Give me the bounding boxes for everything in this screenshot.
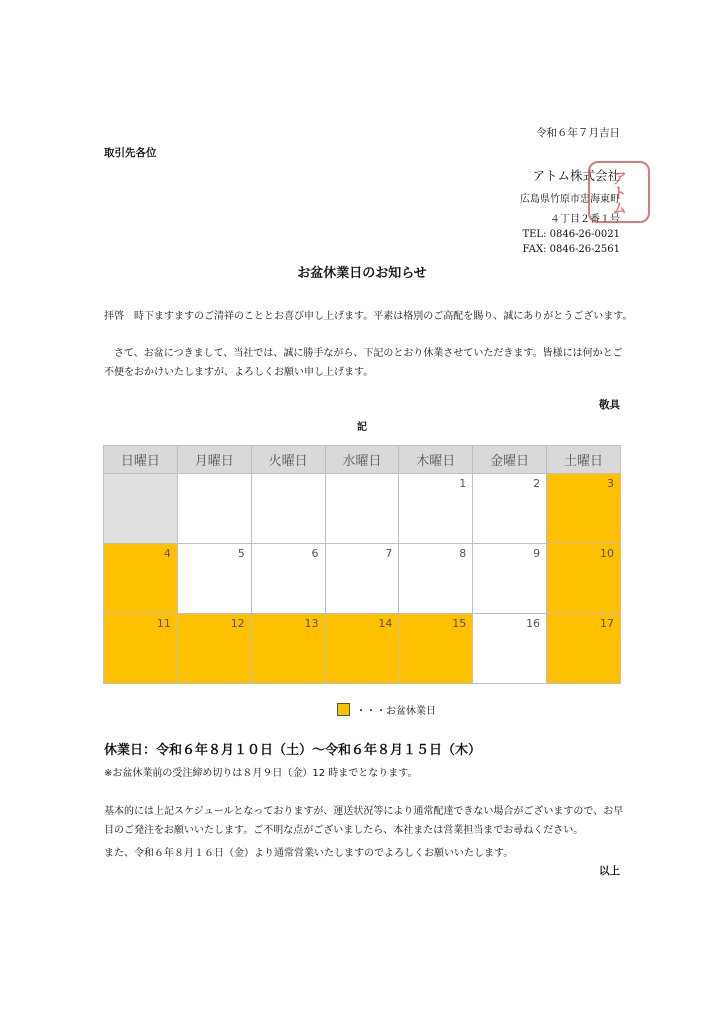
calendar-day-cell: 6 — [251, 544, 325, 614]
resume-paragraph: また、令和６年８月１６日（金）より通常営業いたしますのでよろしくお願いいたします。 — [104, 848, 514, 859]
seal-lettering: アトム — [610, 169, 628, 215]
weekday-saturday: 土曜日 — [547, 446, 621, 474]
closing-salutation: 敬具 — [599, 399, 620, 411]
company-name: アトム株式会社 — [532, 168, 620, 183]
document-date: 令和６年７月吉日 — [536, 127, 620, 139]
calendar-day-cell: 16 — [473, 614, 547, 684]
address-line-1: 広島県竹原市忠海東町 — [520, 194, 620, 205]
holiday-calendar — [103, 445, 621, 684]
calendar-week-row — [104, 544, 621, 614]
calendar-day-cell: 3 — [547, 474, 621, 544]
calendar-day-cell: 9 — [473, 544, 547, 614]
calendar-week-row — [104, 474, 621, 544]
weekday-wednesday: 水曜日 — [325, 446, 399, 474]
calendar-day-cell: 13 — [251, 614, 325, 684]
calendar-day-cell: 10 — [547, 544, 621, 614]
weekday-sunday: 日曜日 — [104, 446, 178, 474]
calendar-day-cell — [177, 474, 251, 544]
company-seal-stamp — [588, 161, 650, 223]
calendar-day-cell: 4 — [104, 544, 178, 614]
weekday-monday: 月曜日 — [177, 446, 251, 474]
greeting-paragraph: 拝啓 時下ますますのご清祥のこととお喜び申し上げます。平素は格別のご高配を賜り、誠にありがとうございます。 — [104, 311, 633, 322]
legend-label: ・・・お盆休業日 — [356, 706, 436, 717]
calendar-day-cell: 8 — [399, 544, 473, 614]
calendar-day-cell — [104, 474, 178, 544]
end-mark: 以上 — [599, 865, 620, 877]
calendar-day-cell: 14 — [325, 614, 399, 684]
legend-swatch — [337, 703, 350, 716]
calendar-day-cell: 5 — [177, 544, 251, 614]
weekday-thursday: 木曜日 — [399, 446, 473, 474]
calendar-day-cell: 7 — [325, 544, 399, 614]
holiday-period: 休業日：令和６年８月１０日（土）～令和６年８月１５日（木） — [104, 743, 482, 758]
calendar-day-cell — [251, 474, 325, 544]
calendar-day-cell: 15 — [399, 614, 473, 684]
calendar-day-cell: 1 — [399, 474, 473, 544]
announcement-paragraph: さて、お盆につきまして、当社では、誠に勝手ながら、下記のとおり休業させていただきます。皆様には何かとご不便をおかけいたしますが、よろしくお願い申し上げます。 — [104, 348, 623, 378]
addressee: 取引先各位 — [104, 147, 157, 159]
weekday-friday: 金曜日 — [473, 446, 547, 474]
calendar-week-row — [104, 614, 621, 684]
fax-number: FAX: 0846-26-2561 — [522, 244, 620, 255]
calendar-day-cell: 2 — [473, 474, 547, 544]
calendar-header-row — [104, 446, 621, 474]
weekday-tuesday: 火曜日 — [251, 446, 325, 474]
calendar-day-cell: 17 — [547, 614, 621, 684]
calendar-day-cell: 12 — [177, 614, 251, 684]
telephone: TEL: 0846-26-0021 — [522, 229, 620, 240]
ki-heading: 記 — [357, 422, 367, 433]
address-line-2: ４丁目２番１号 — [550, 214, 620, 225]
calendar-legend — [337, 702, 436, 717]
order-deadline-note: ※お盆休業前の受注締め切りは８月９日（金）12 時までとなります。 — [104, 768, 418, 779]
calendar-day-cell: 11 — [104, 614, 178, 684]
schedule-paragraph: 基本的には上記スケジュールとなっておりますが、運送状況等により通常配達できない場合がございますので、お早目のご発注をお願いいたします。ご不明な点がございましたら、本社または営業担当までお尋ねください。 — [104, 806, 624, 836]
calendar-day-cell — [325, 474, 399, 544]
notice-title: お盆休業日のお知らせ — [297, 266, 427, 281]
